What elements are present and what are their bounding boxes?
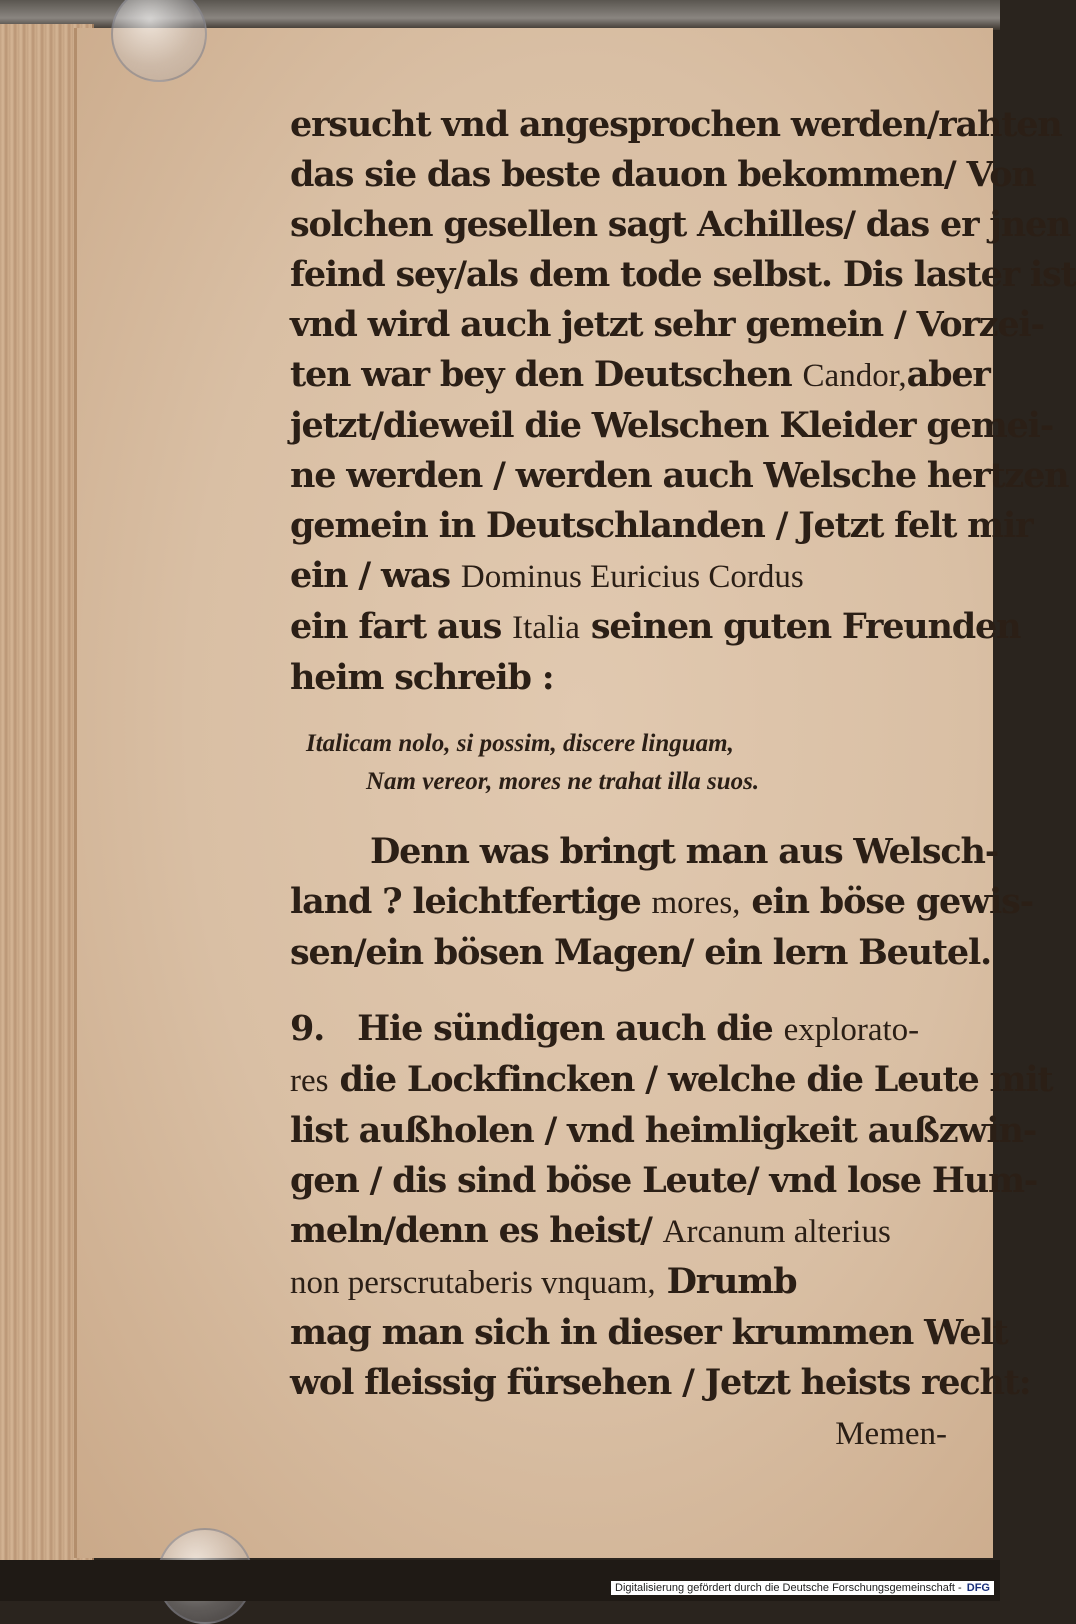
text-line: gemein in Deutschlanden / Jetzt felt mir [290,505,1033,546]
text-line [290,1206,955,1257]
latin-term: non perscrutaberis vnquam, [290,1265,656,1301]
latin-term: res [290,1063,329,1099]
text-line: gen / dis sind böse Leute/ vnd lose Hum- [290,1160,1038,1201]
text-line [290,1257,955,1308]
text-segment: meln/denn es heist/ [290,1210,663,1251]
latin-term: Memen- [835,1416,947,1452]
text-line: list außholen / vnd heimligkeit außzwin- [290,1110,1037,1151]
text-line [290,1004,955,1055]
latin-term: Arcanum alterius [662,1214,891,1250]
text-line: feind sey/als dem tode selbst. Dis laster ist [290,254,1076,295]
text-segment: die Lockfincken / welche die Leute mit [328,1059,1053,1100]
text-line: wol fleissig fürsehen / Jetzt heists recht: [290,1362,1031,1403]
text-segment: ten war bey den Deutschen [290,354,803,395]
text-line: solchen gesellen sagt Achilles/ das er jnen [290,204,1071,245]
dfg-logo: DFG [966,1582,990,1594]
latin-term: Candor, [802,358,907,394]
text-line: mag man sich in dieser krummen Welt [290,1312,1008,1353]
text-line: ne werden / werden auch Welsche hertzen [290,455,1069,496]
text-segment: seinen guten Freunden [579,606,1021,647]
text-line [290,877,1033,928]
text-line: heim schreib : [290,657,554,698]
text-line [290,350,990,401]
text-line: ersucht vnd angesprochen werden/rahten [290,104,1062,145]
page-text-block [290,100,1076,1459]
catchword [290,1408,955,1459]
latin-term: explorato- [783,1012,920,1048]
text-segment: land ? leichtfertige [290,881,652,922]
text-line [290,602,1021,653]
page-clip-top [111,0,207,82]
paragraph-number: 9. [290,1008,325,1049]
text-line [290,1055,1053,1106]
text-segment: aber [906,354,990,395]
text-line: jetzt/dieweil die Welschen Kleider gemei- [290,405,1054,446]
text-line: das sie das beste dauon bekommen/ Von [290,154,1036,195]
text-segment: Hie sündigen auch die [357,1008,784,1049]
scan-bottom-border [0,1560,1000,1601]
funding-footer [611,1581,994,1595]
latin-term: mores, [651,885,741,921]
verse-line: Nam vereor, mores ne trahat illa suos. [366,768,760,795]
latin-term: Dominus Euricius Cordus [460,559,804,595]
text-segment: ein / was [290,555,461,596]
text-line: sen/ein bösen Magen/ ein lern Beutel. [290,932,992,973]
text-segment: ein fart aus [290,606,513,647]
text-line: vnd wird auch jetzt sehr gemein / Vorzei- [290,304,1044,345]
verse-line: Italicam nolo, si possim, discere linguam, [306,730,734,757]
footer-text: Digitalisierung gefördert durch die Deutsche Forschungsgemeinschaft - [615,1582,962,1594]
text-segment: Drumb [655,1261,797,1302]
latin-term: Italia [512,610,580,646]
text-line: Denn was bringt man aus Welsch- [370,831,999,872]
text-line [290,551,955,602]
text-segment: ein böse gewis- [740,881,1033,922]
